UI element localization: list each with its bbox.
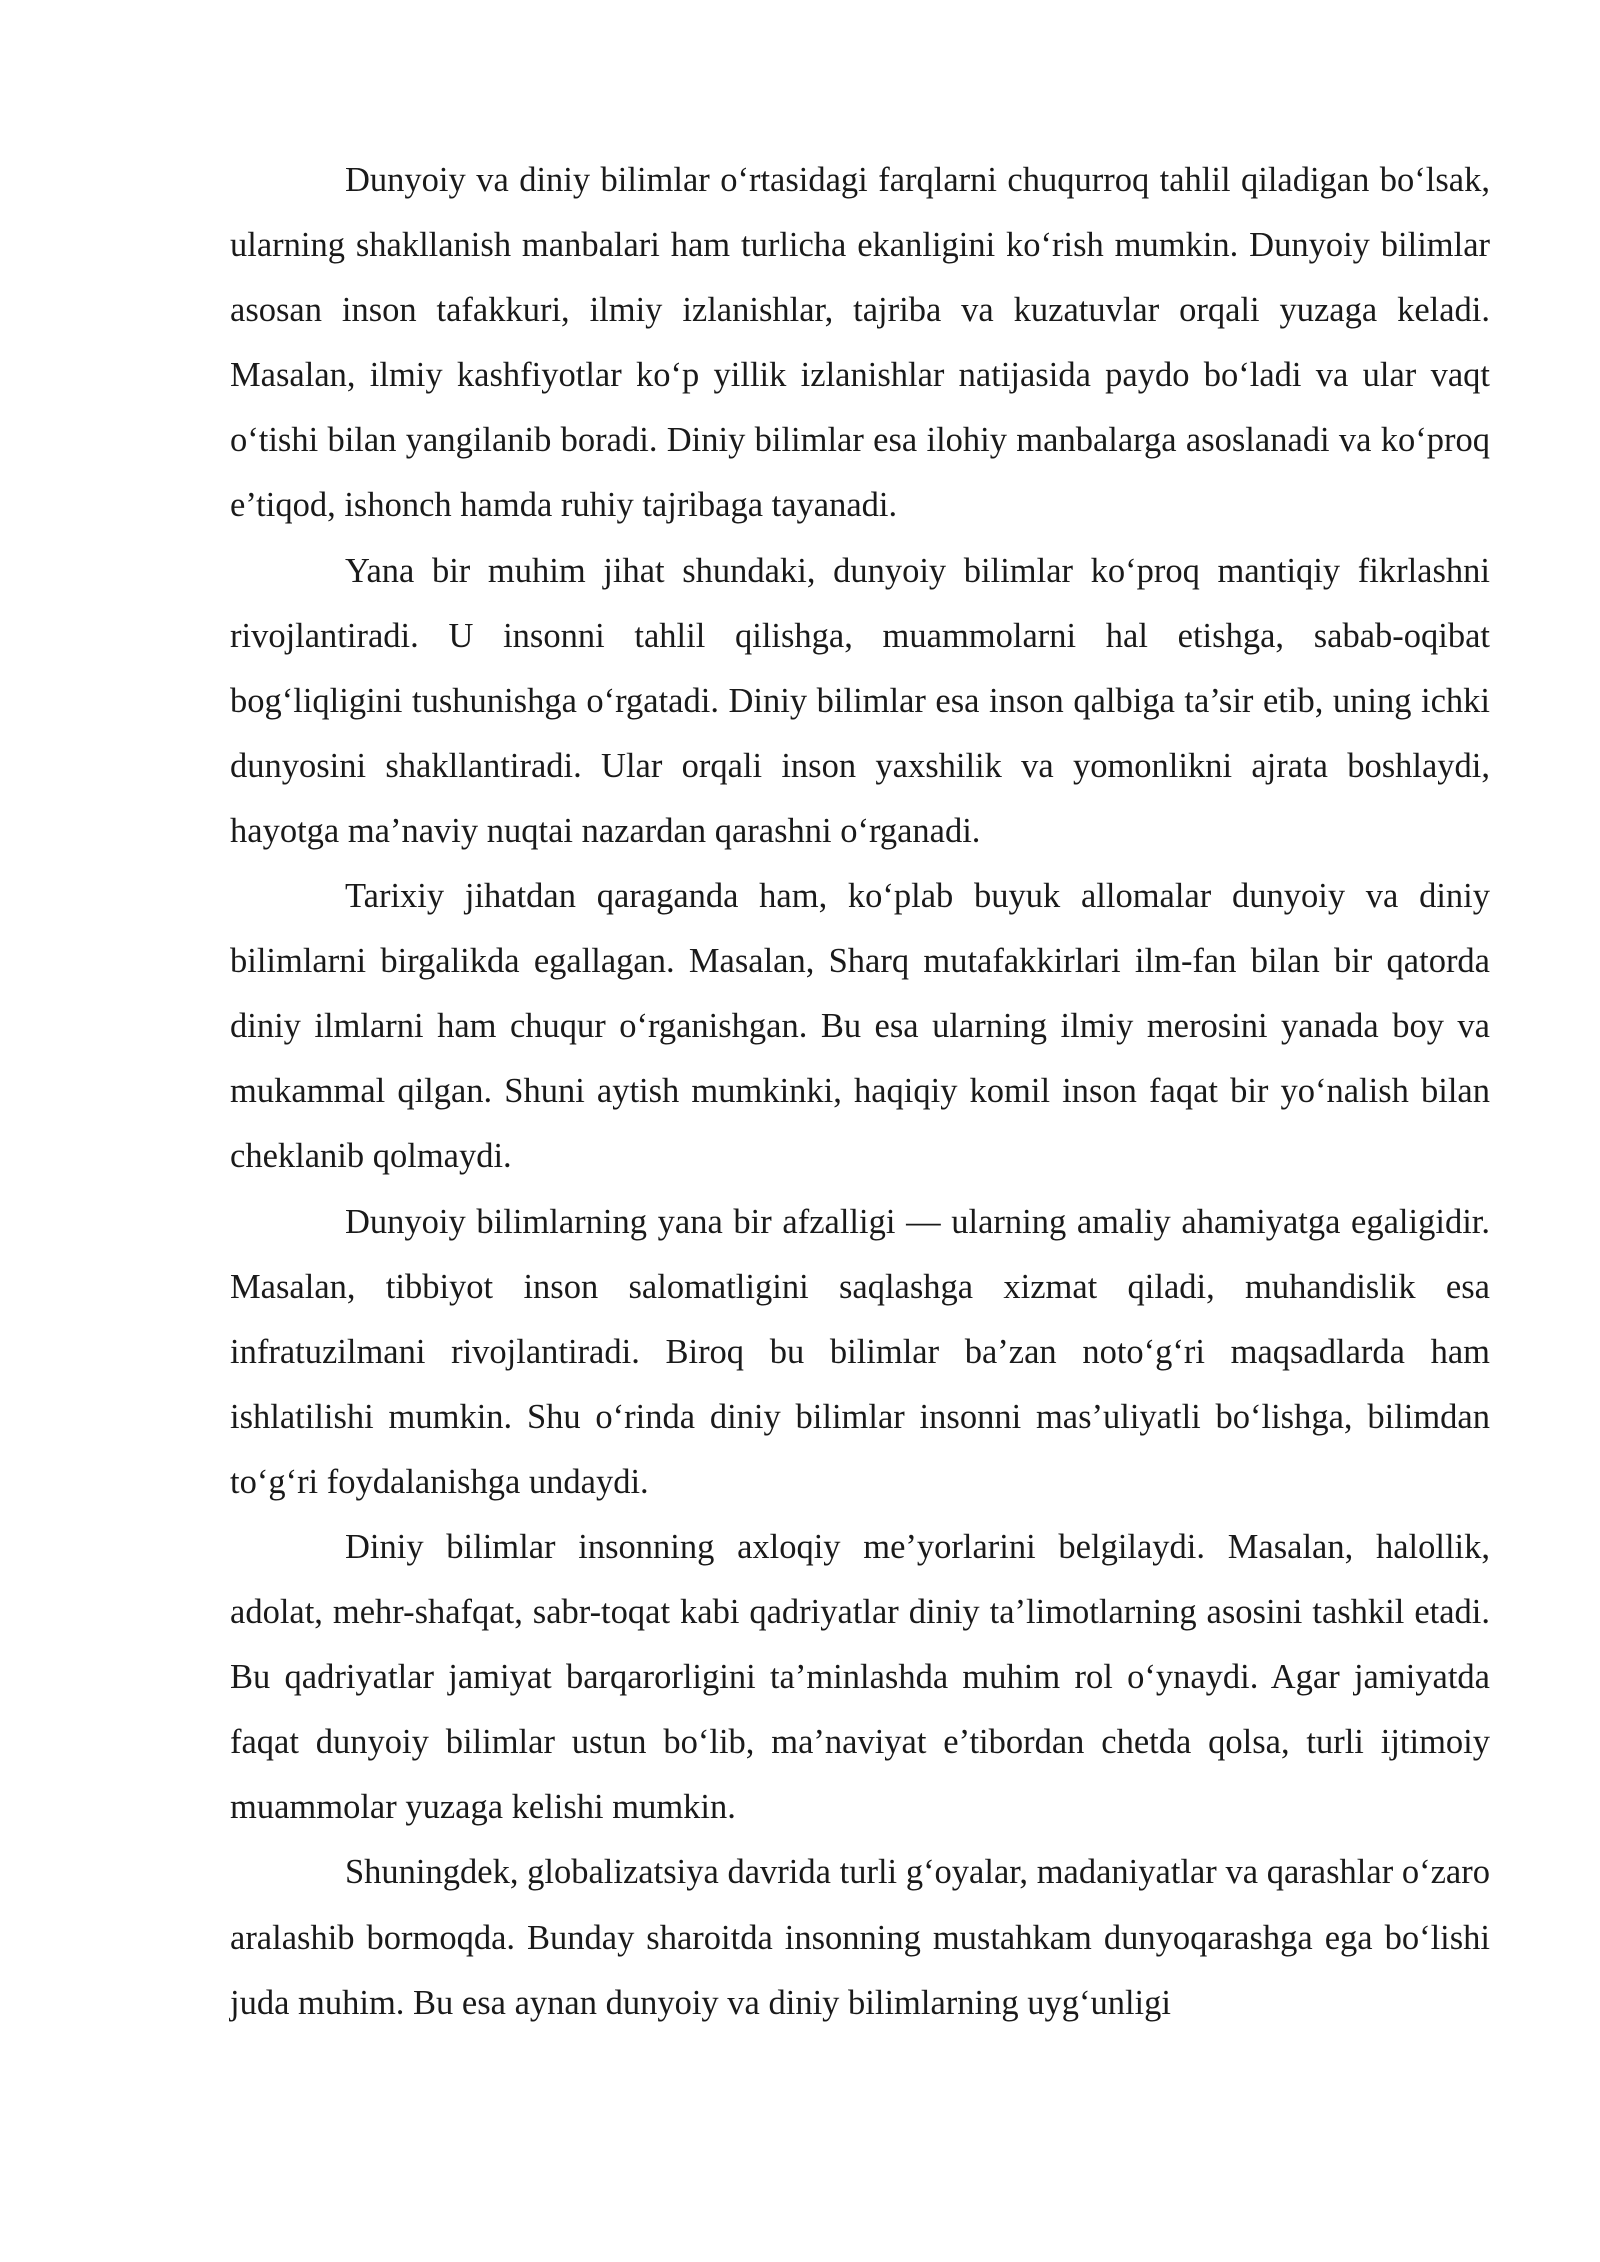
paragraph: Shuningdek, globalizatsiya davrida turli g‘oyalar, madaniyatlar va qarashlar o‘zaro aralashib bormoqda. Bunday sharoitda insonning mustahkam dunyoqarashga ega bo‘lishi juda muhim. Bu esa aynan dunyoiy va diniy bilimlarning uyg‘unligi <box>230 1853 1490 2022</box>
paragraph: Diniy bilimlar insonning axloqiy me’yorlarini belgilaydi. Masalan, halollik, adolat, mehr-shafqat, sabr-toqat kabi qadriyatlar diniy ta’limotlarning asosini tashkil etadi. Bu qadriyatlar jamiyat barqarorligini ta’minlashda muhim rol o‘ynaydi. Agar jamiyatda faqat dunyoiy bilimlar ustun bo‘lib, ma’naviyat e’tibordan chetda qolsa, turli ijtimoiy muammolar yuzaga kelishi mumkin. <box>230 1527 1490 1827</box>
paragraph: Dunyoiy va diniy bilimlar o‘rtasidagi farqlarni chuqurroq tahlil qiladigan bo‘lsak, ularning shakllanish manbalari ham turlicha ekanligini ko‘rish mumkin. Dunyoiy bilimlar asosan inson tafakkuri, ilmiy izlanishlar, tajriba va kuzatuvlar orqali yuzaga keladi. Masalan, ilmiy kashfiyotlar ko‘p yillik izlanishlar natijasida paydo bo‘ladi va ular vaqt o‘tishi bilan yangilanib boradi. Diniy bilimlar esa ilohiy manbalarga asoslanadi va ko‘proq e’tiqod, ishonch hamda ruhiy tajribaga tayanadi. <box>230 161 1490 525</box>
document-page <box>230 148 1490 2036</box>
paragraph: Tarixiy jihatdan qaraganda ham, ko‘plab buyuk allomalar dunyoiy va diniy bilimlarni birgalikda egallagan. Masalan, Sharq mutafakkirlari ilm-fan bilan bir qatorda diniy ilmlarni ham chuqur o‘rganishgan. Bu esa ularning ilmiy merosini yanada boy va mukammal qilgan. Shuni aytish mumkinki, haqiqiy komil inson faqat bir yo‘nalish bilan cheklanib qolmaydi. <box>230 877 1490 1176</box>
paragraph: Dunyoiy bilimlarning yana bir afzalligi — ularning amaliy ahamiyatga egaligidir. Masalan, tibbiyot inson salomatligini saqlashga xizmat qiladi, muhandislik esa infratuzilmani rivojlantiradi. Biroq bu bilimlar ba’zan noto‘g‘ri maqsadlarda ham ishlatilishi mumkin. Shu o‘rinda diniy bilimlar insonni mas’uliyatli bo‘lishga, bilimdan to‘g‘ri foydalanishga undaydi. <box>230 1202 1490 1501</box>
paragraph: Yana bir muhim jihat shundaki, dunyoiy bilimlar ko‘proq mantiqiy fikrlashni rivojlantiradi. U insonni tahlil qilishga, muammolarni hal etishga, sabab-oqibat bog‘liqligini tushunishga o‘rgatadi. Diniy bilimlar esa inson qalbiga ta’sir etib, uning ichki dunyosini shakllantiradi. Ular orqali inson yaxshilik va yomonlikni ajrata boshlaydi, hayotga ma’naviy nuqtai nazardan qarashni o‘rganadi. <box>230 551 1490 850</box>
